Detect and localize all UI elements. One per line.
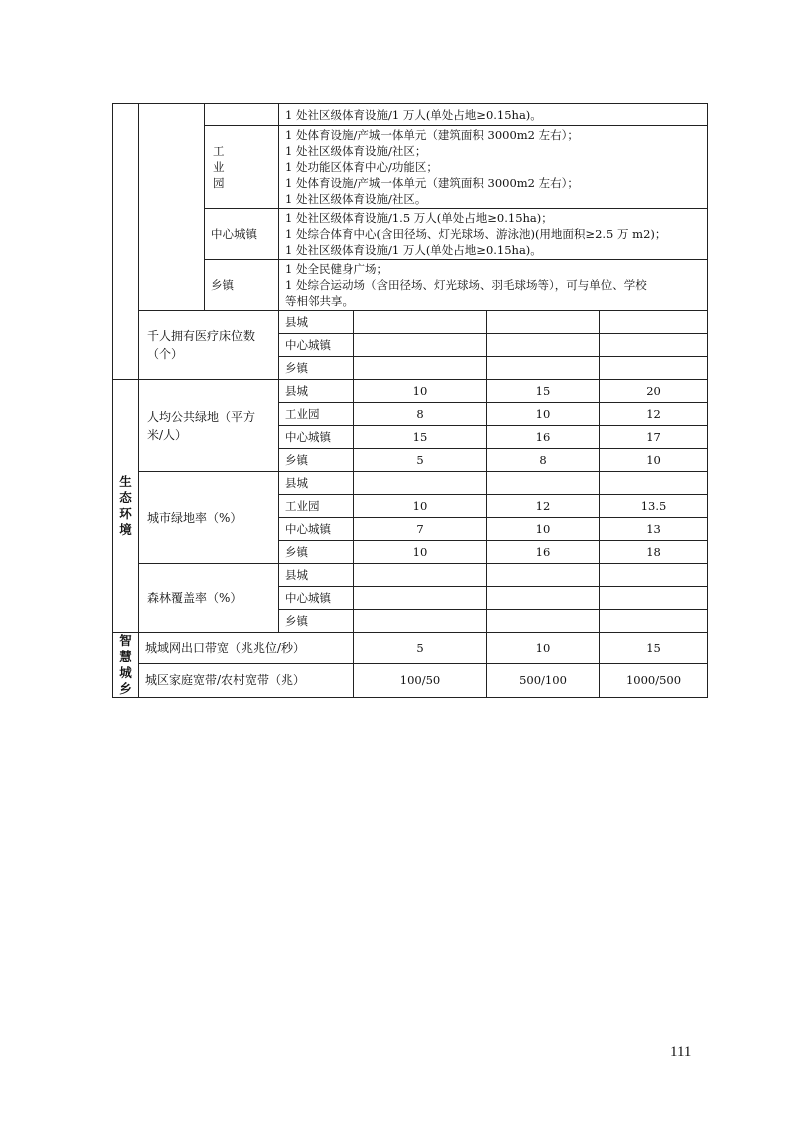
sports-standard-cell — [279, 126, 708, 209]
smart-metric-label: 城区家庭宽带/农村宽带（兆） — [139, 663, 354, 697]
zone-cell: 乡镇 — [279, 610, 354, 633]
table-row — [113, 311, 708, 334]
zone-cell — [205, 104, 279, 126]
description-line: 1 处社区级体育设施/社区； — [285, 144, 427, 158]
value-cell — [487, 472, 600, 495]
value-cell: 500/100 — [487, 663, 600, 697]
category-cell-empty — [113, 104, 139, 380]
description-line: 1 处体育设施/产城一体单元（建筑面积 3000m2 左右）； — [285, 176, 579, 190]
smart-metric-label: 城域网出口带宽（兆兆位/秒） — [139, 633, 354, 664]
vertical-label: 智 慧 城 乡 — [119, 633, 132, 696]
description-line: 1 处社区级体育设施/1 万人(单处占地≥0.15ha)。 — [285, 107, 542, 122]
zone-cell: 中心城镇 — [279, 587, 354, 610]
description-line: 1 处体育设施/产城一体单元（建筑面积 3000m2 左右）； — [285, 128, 579, 142]
sports-standard-cell — [279, 209, 708, 260]
zone-cell: 县城 — [279, 311, 354, 334]
table-row — [113, 104, 708, 126]
table-row — [113, 633, 708, 664]
zone-cell: 县城 — [279, 564, 354, 587]
value-cell — [354, 472, 487, 495]
zone-cell: 工业园 — [279, 495, 354, 518]
zone-cell: 乡镇 — [205, 260, 279, 311]
zone-cell: 乡镇 — [279, 541, 354, 564]
value-cell: 8 — [354, 403, 487, 426]
value-cell: 100/50 — [354, 663, 487, 697]
value-cell: 10 — [487, 518, 600, 541]
value-cell: 18 — [600, 541, 708, 564]
value-cell: 5 — [354, 449, 487, 472]
sports-standard-cell — [279, 104, 708, 126]
value-cell: 15 — [600, 633, 708, 664]
value-cell: 12 — [487, 495, 600, 518]
vertical-label: 生 态 环 境 — [119, 474, 132, 537]
value-cell: 15 — [354, 426, 487, 449]
value-cell: 10 — [600, 449, 708, 472]
zone-cell: 中心城镇 — [279, 426, 354, 449]
description-line: 1 处功能区体育中心/功能区； — [285, 160, 438, 174]
value-cell — [487, 357, 600, 380]
value-cell: 10 — [487, 403, 600, 426]
description-line: 1 处全民健身广场； — [285, 262, 388, 276]
value-cell: 13 — [600, 518, 708, 541]
description-line: 1 处综合体育中心(含田径场、灯光球场、游泳池)(用地面积≥2.5 万 m2)； — [285, 227, 667, 241]
value-cell — [600, 357, 708, 380]
value-cell: 13.5 — [600, 495, 708, 518]
vertical-label: 工 业 园 — [213, 144, 225, 190]
zone-cell: 中心城镇 — [205, 209, 279, 260]
value-cell: 17 — [600, 426, 708, 449]
zone-cell: 中心城镇 — [279, 334, 354, 357]
value-cell — [600, 311, 708, 334]
value-cell — [354, 357, 487, 380]
value-cell — [487, 334, 600, 357]
zone-cell: 工业园 — [279, 403, 354, 426]
sports-standard-cell — [279, 260, 708, 311]
value-cell: 10 — [354, 541, 487, 564]
zone-cell: 乡镇 — [279, 449, 354, 472]
indicator-table — [112, 103, 708, 698]
value-cell: 1000/500 — [600, 663, 708, 697]
value-cell — [487, 564, 600, 587]
description-line: 1 处社区级体育设施/1.5 万人(单处占地≥0.15ha)； — [285, 211, 553, 225]
page-number: 111 — [670, 1044, 692, 1060]
forest-metric-label: 森林覆盖率（%） — [139, 564, 279, 633]
value-cell: 8 — [487, 449, 600, 472]
value-cell: 10 — [487, 633, 600, 664]
value-cell — [487, 311, 600, 334]
description-line: 1 处社区级体育设施/社区。 — [285, 192, 427, 206]
zone-cell: 县城 — [279, 380, 354, 403]
value-cell — [487, 610, 600, 633]
value-cell: 20 — [600, 380, 708, 403]
value-cell: 12 — [600, 403, 708, 426]
table-row — [113, 472, 708, 495]
value-cell: 10 — [354, 495, 487, 518]
value-cell — [354, 334, 487, 357]
zone-cell: 乡镇 — [279, 357, 354, 380]
table-row — [113, 380, 708, 403]
green_per_capita-metric-label: 人均公共绿地（平方米/人） — [139, 380, 279, 472]
description-line: 1 处综合运动场（含田径场、灯光球场、羽毛球场等），可与单位、学校 — [285, 278, 647, 292]
category-eco — [113, 380, 139, 633]
beds-metric-label: 千人拥有医疗床位数（个） — [139, 311, 279, 380]
value-cell: 5 — [354, 633, 487, 664]
value-cell — [600, 610, 708, 633]
value-cell — [354, 610, 487, 633]
value-cell — [600, 472, 708, 495]
value-cell — [600, 587, 708, 610]
value-cell — [354, 587, 487, 610]
value-cell: 7 — [354, 518, 487, 541]
value-cell — [487, 587, 600, 610]
table-row — [113, 663, 708, 697]
metric-cell-empty — [139, 104, 205, 311]
value-cell — [600, 564, 708, 587]
description-line: 等相邻共享。 — [285, 294, 354, 308]
value-cell: 15 — [487, 380, 600, 403]
zone-cell: 县城 — [279, 472, 354, 495]
category-smart — [113, 633, 139, 698]
value-cell — [600, 334, 708, 357]
value-cell: 16 — [487, 541, 600, 564]
value-cell — [354, 564, 487, 587]
value-cell — [354, 311, 487, 334]
value-cell: 16 — [487, 426, 600, 449]
zone-cell-industrial — [205, 126, 279, 209]
value-cell: 10 — [354, 380, 487, 403]
table-row — [113, 564, 708, 587]
green_ratio-metric-label: 城市绿地率（%） — [139, 472, 279, 564]
description-line: 1 处社区级体育设施/1 万人(单处占地≥0.15ha)。 — [285, 243, 542, 257]
zone-cell: 中心城镇 — [279, 518, 354, 541]
